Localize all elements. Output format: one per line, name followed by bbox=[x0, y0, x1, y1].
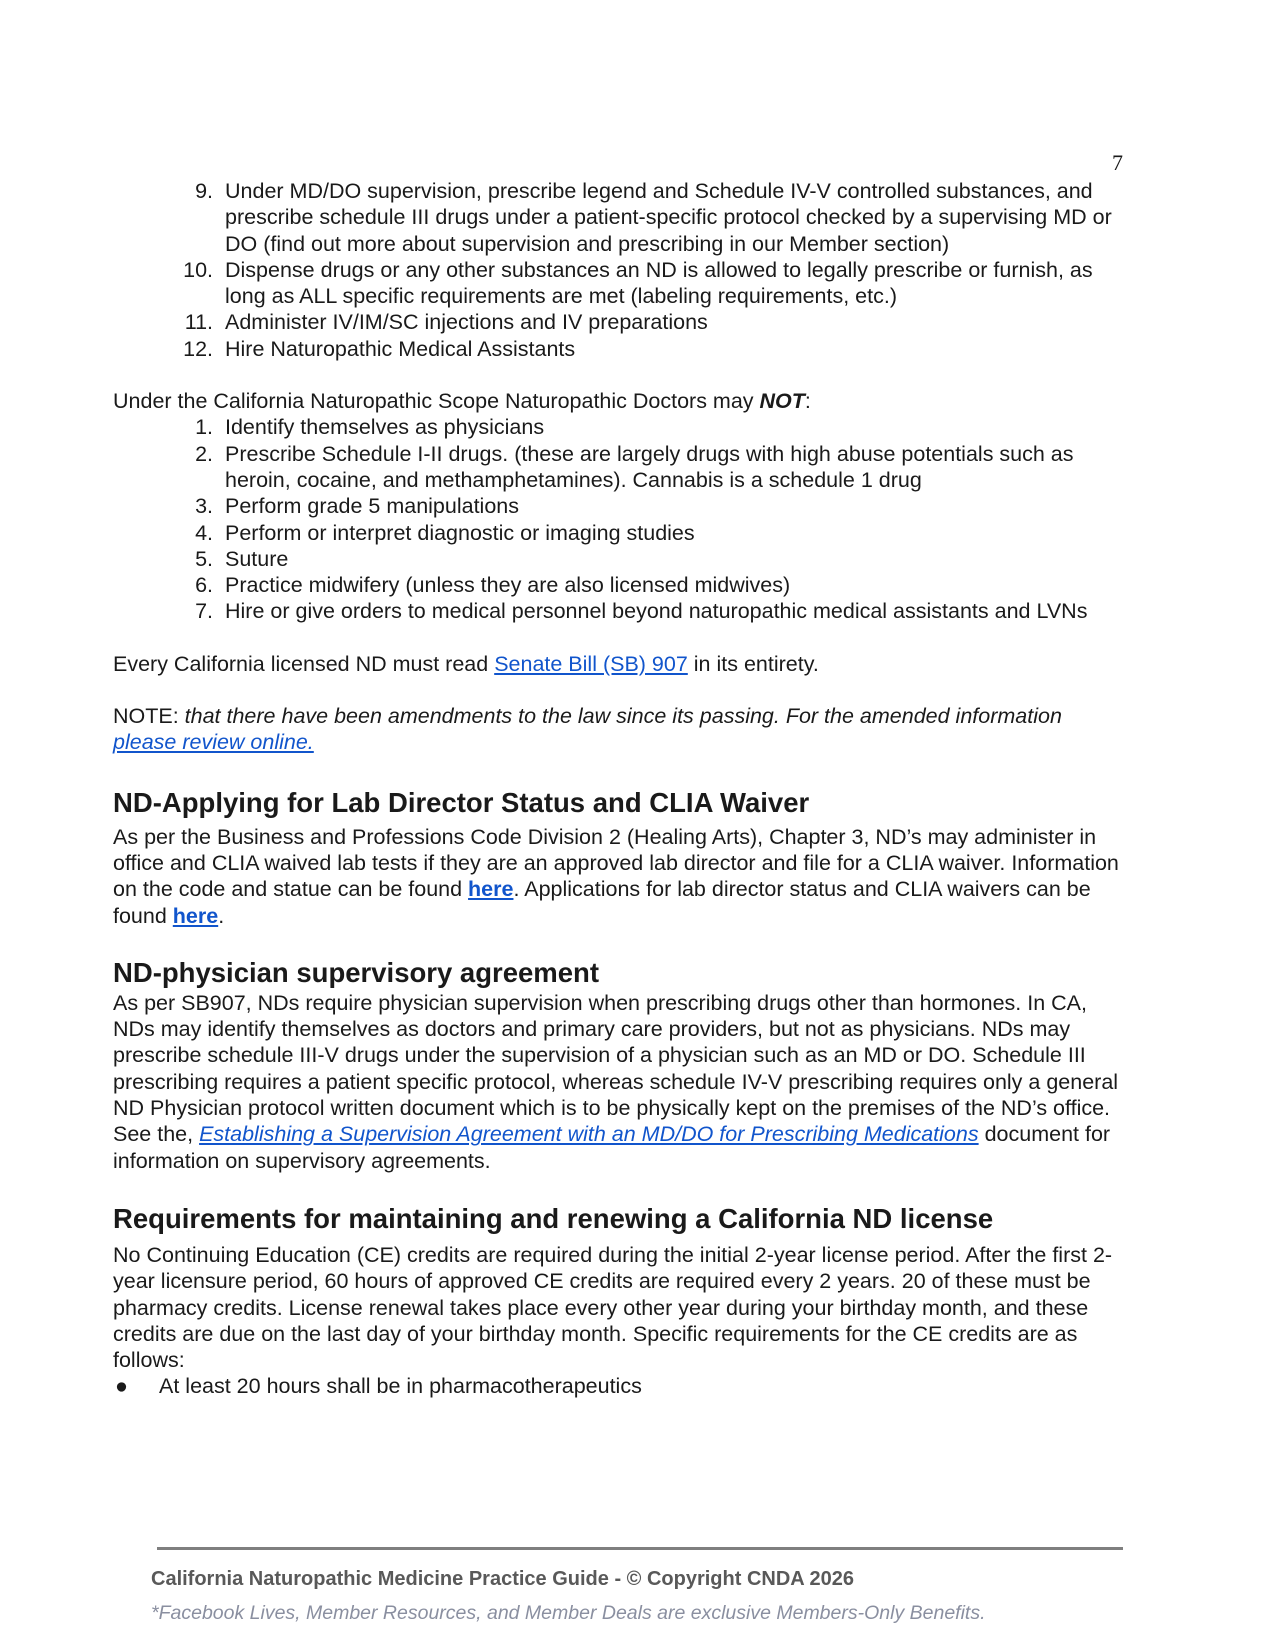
note-label: NOTE: bbox=[113, 704, 185, 729]
supervision-agreement-link[interactable] bbox=[199, 1122, 979, 1146]
list-item-text: Identify themselves as physicians bbox=[225, 415, 545, 440]
list-item-text: Administer IV/IM/SC injections and IV preparations bbox=[225, 310, 708, 335]
review-online-link[interactable] bbox=[113, 730, 314, 754]
supervisory-text-end: document for information on supervisory agreements. bbox=[113, 1122, 1111, 1173]
list-item bbox=[113, 572, 1128, 598]
lab-text: . Applications for lab director status and CLIA waivers can be found bbox=[113, 877, 1091, 928]
list-number: 5. bbox=[195, 546, 213, 571]
footer-title: California Naturopathic Medicine Practice Guide - © Copyright CNDA 2026 bbox=[151, 1568, 855, 1590]
lab-director-paragraph bbox=[113, 824, 1128, 929]
sb907-paragraph bbox=[113, 651, 1128, 677]
list-item-text: Hire Naturopathic Medical Assistants bbox=[225, 336, 576, 361]
list-item-text: At least 20 hours shall be in pharmacotherapeutics bbox=[159, 1374, 642, 1399]
list-item bbox=[113, 257, 1128, 310]
review-online-link-text: please review online. bbox=[113, 730, 314, 755]
list-number: 1. bbox=[195, 415, 213, 440]
list-item bbox=[113, 598, 1128, 624]
intro-colon: : bbox=[804, 389, 811, 414]
list-item bbox=[113, 336, 1128, 362]
applications-here-link[interactable]: here bbox=[172, 903, 219, 928]
list-number: 10. bbox=[183, 257, 213, 282]
supervision-agreement-link-text: Establishing a Supervision Agreement with an MD/DO for Prescribing Medications bbox=[199, 1122, 979, 1147]
list-item-text: Perform or interpret diagnostic or imaging studies bbox=[225, 520, 695, 545]
list-item bbox=[113, 309, 1128, 335]
list-number: 7. bbox=[195, 599, 213, 624]
list-item-text: Dispense drugs or any other substances an ND is allowed to legally prescribe or furnish, as long as ALL specific requirements are met (labeling requirements, etc.) bbox=[225, 257, 1093, 309]
note-paragraph bbox=[113, 703, 1128, 756]
sb907-link[interactable]: Senate Bill (SB) 907 bbox=[494, 651, 688, 676]
may-not-intro bbox=[113, 388, 1128, 414]
list-number: 11. bbox=[184, 310, 213, 335]
supervisory-paragraph bbox=[113, 990, 1128, 1174]
list-item bbox=[113, 414, 1128, 440]
list-number: 4. bbox=[195, 520, 213, 545]
list-item bbox=[113, 441, 1128, 494]
list-item bbox=[113, 178, 1128, 257]
renewal-heading: Requirements for maintaining and renewing a California ND license bbox=[113, 1202, 994, 1234]
sb907-text-end: in its entirety. bbox=[687, 651, 819, 676]
list-item bbox=[113, 546, 1128, 572]
list-item-text: Prescribe Schedule I-II drugs. (these are largely drugs with high abuse potentials such as heroin, cocaine, and methamphetamines). Cannabis is a schedule 1 drug bbox=[225, 441, 1074, 492]
list-item-text: Practice midwifery (unless they are also licensed midwives) bbox=[225, 573, 791, 598]
code-here-link[interactable]: here bbox=[468, 877, 514, 902]
note-text: that there have been amendments to the law since its passing. For the amended information bbox=[184, 704, 1062, 729]
footer-note: *Facebook Lives, Member Resources, and Member Deals are exclusive Members-Only Benefits. bbox=[151, 1602, 986, 1624]
page-number: 7 bbox=[1112, 150, 1123, 175]
list-number: 12. bbox=[183, 336, 213, 361]
list-number: 2. bbox=[195, 441, 213, 466]
renewal-paragraph: No Continuing Education (CE) credits are required during the initial 2-year license period. After the first 2-year licensure period, 60 hours of approved CE credits are required every 2 years. 20 of these must be pharmacy credits. License renewal takes place every other year during your birthday month, and these credits are due on the last day of your birthday month. Specific requirements for the CE credits are as follows: bbox=[113, 1242, 1113, 1373]
supervisory-text: As per SB907, NDs require physician supervision when prescribing drugs other than hormones. In CA, NDs may identify themselves as doctors and primary care providers, but not as physicians. NDs may prescribe schedule III-V drugs under the supervision of a physician such as an MD or DO. Schedule III prescribing requires a patient specific protocol, whereas schedule IV-V prescribing requires only a general ND Physician protocol written document which is to be physically kept on the premises of the ND’s office. See the, bbox=[113, 990, 1119, 1147]
not-emphasis: NOT bbox=[759, 389, 805, 414]
footer-divider bbox=[157, 1547, 1123, 1550]
list-item-text: Perform grade 5 manipulations bbox=[225, 494, 519, 519]
list-number: 6. bbox=[195, 573, 213, 598]
page-content bbox=[113, 178, 1128, 1400]
list-item bbox=[113, 1373, 1128, 1399]
ce-requirements-list bbox=[113, 1373, 1128, 1399]
list-item bbox=[113, 493, 1128, 519]
supervisory-heading: ND-physician supervisory agreement bbox=[113, 956, 600, 988]
lab-text: As per the Business and Professions Code Division 2 (Healing Arts), Chapter 3, ND’s may administer in office and CLIA waived lab tests if they are an approved lab director and file for a CLIA waiver. Information on the code and statue can be found bbox=[113, 824, 1119, 902]
lab-text-end: . bbox=[218, 903, 225, 928]
list-item-text: Hire or give orders to medical personnel beyond naturopathic medical assistants and LVNs bbox=[225, 599, 1088, 624]
list-number: 3. bbox=[195, 494, 213, 519]
may-not-list bbox=[113, 414, 1128, 624]
bullet-icon: ● bbox=[115, 1374, 128, 1399]
intro-text: Under the California Naturopathic Scope Naturopathic Doctors may bbox=[113, 389, 760, 414]
list-item-text: Suture bbox=[225, 546, 289, 571]
lab-director-heading: ND-Applying for Lab Director Status and CLIA Waiver bbox=[113, 786, 810, 818]
sb907-text: Every California licensed ND must read bbox=[113, 651, 495, 676]
may-list bbox=[113, 178, 1128, 362]
list-item-text: Under MD/DO supervision, prescribe legend and Schedule IV-V controlled substances, and prescribe schedule III drugs under a patient-specific protocol checked by a supervising MD or DO (find out more about supervision and prescribing in our Member section) bbox=[225, 179, 1112, 256]
list-item bbox=[113, 520, 1128, 546]
list-number: 9. bbox=[195, 179, 213, 203]
